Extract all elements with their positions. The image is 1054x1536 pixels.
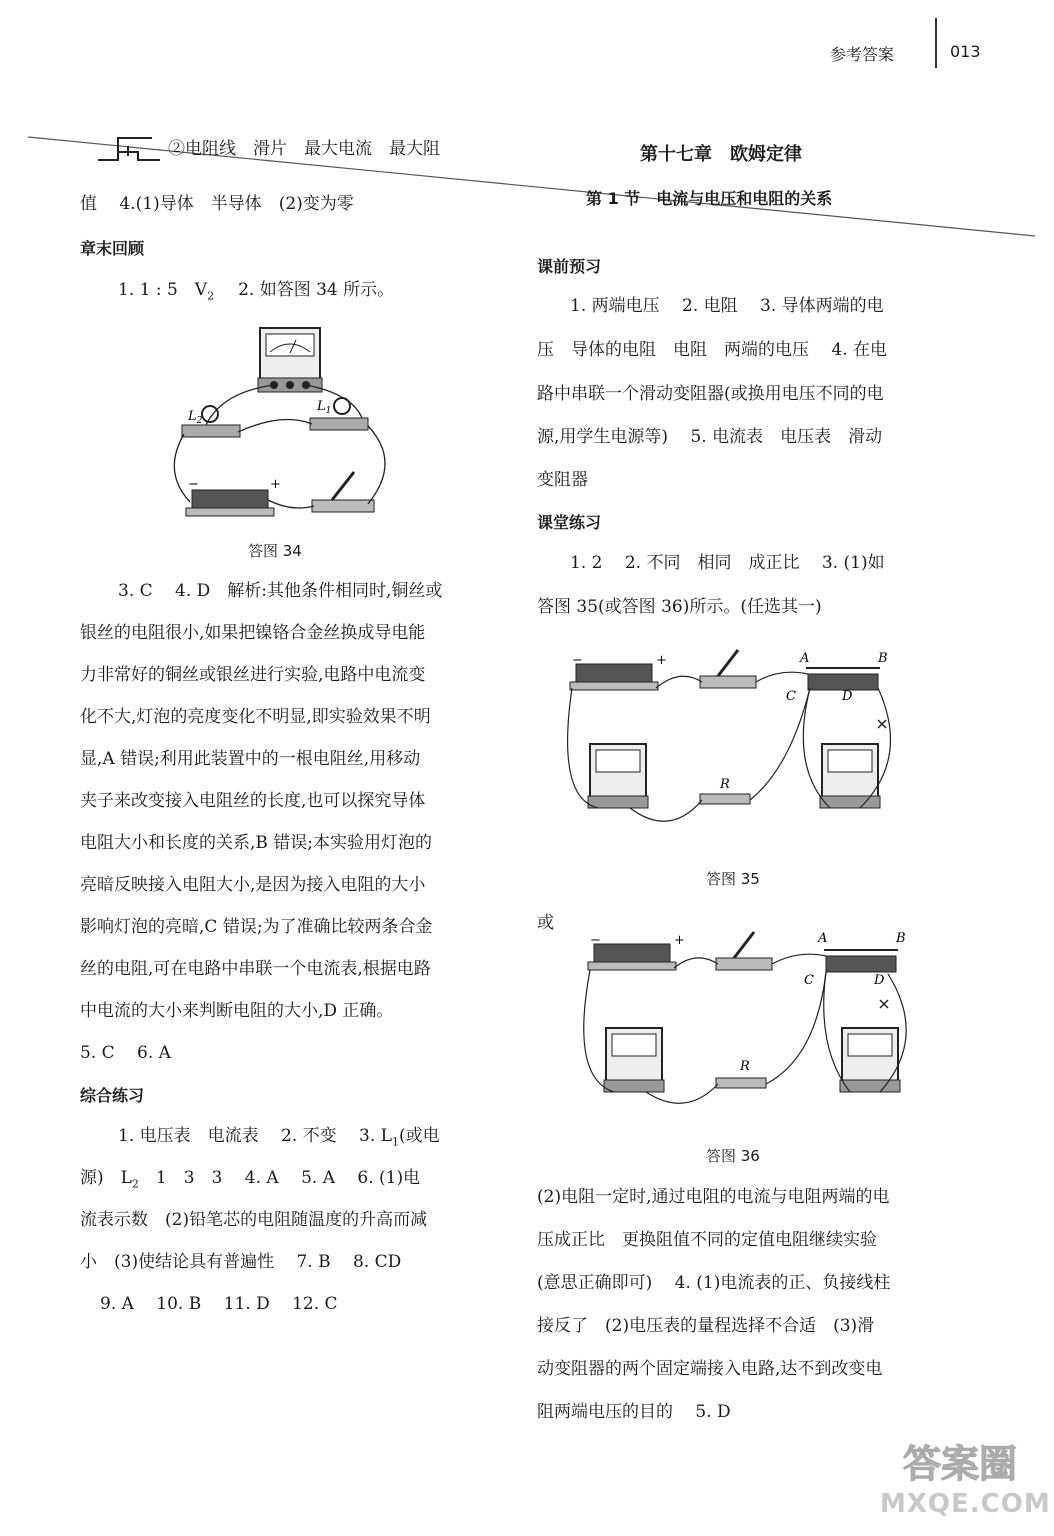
preview-line-3: 路中串联一个滑动变阻器(或换用电压不同的电 (537, 384, 884, 404)
label-R: R (740, 1059, 750, 1074)
battery-minus: − (572, 653, 583, 668)
heading-preview: 课前预习 (537, 257, 602, 276)
resistor-R (700, 794, 750, 804)
battery-plus: + (674, 933, 685, 948)
right-para-line-6: 阻两端电压的目的 5. D (537, 1402, 731, 1422)
review-answer-1b: 2. 如答图 34 所示。 (238, 280, 395, 300)
practice-line-2: 答图 35(或答图 36)所示。(任选其一) (537, 597, 822, 617)
battery (192, 490, 268, 510)
label-B: B (878, 651, 888, 666)
comp-line-2b: 1 3 3 4. A 5. A 6. (1)电 (138, 1168, 421, 1188)
preview-line-4: 源,用学生电源等) 5. 电流表 电压表 滑动 (537, 427, 883, 447)
comp-line-4: 小 (3)使结论具有普遍性 7. B 8. CD (80, 1252, 402, 1272)
resistor-R (716, 1078, 766, 1088)
figure-36-caption: 答图 36 (706, 1147, 760, 1165)
comp-line-2a: 源) L (80, 1168, 132, 1188)
left-para-line-2: 银丝的电阻很小,如果把镍铬合金丝换成导电能 (80, 623, 426, 643)
bulb-L1-base (310, 418, 368, 430)
battery (576, 664, 652, 684)
label-D: D (874, 973, 885, 988)
label-L1: $L_1$ (317, 399, 332, 416)
label-C: C (804, 973, 814, 988)
figure-36 (576, 928, 926, 1118)
review-answer-1a: 1. 1 : 5 V (118, 280, 208, 300)
left-para-line-9: 影响灯泡的亮暗,C 错误;为了准确比较两条合金 (80, 917, 433, 937)
page-number: 013 (950, 42, 981, 61)
figure-34 (162, 322, 412, 532)
rheostat (826, 956, 896, 972)
comp-line-2 (80, 1167, 420, 1195)
section-title: 第 1 节 电流与电压和电阻的关系 (586, 189, 833, 208)
battery-plus: + (656, 653, 667, 668)
heading-comprehensive: 综合练习 (80, 1086, 145, 1105)
rheostat (808, 674, 878, 690)
answers-5-6: 5. C 6. A (80, 1043, 171, 1063)
figure-35-caption: 答图 35 (706, 870, 760, 888)
switch (716, 958, 772, 970)
preview-line-1: 1. 两端电压 2. 电阻 3. 导体两端的电 (570, 296, 884, 316)
comp-line-2-sub: 2 (131, 1177, 139, 1191)
battery-minus: − (188, 477, 199, 492)
review-answer-1 (118, 279, 394, 307)
battery (594, 944, 670, 964)
right-para-line-4: 接反了 (2)电压表的量程选择不合适 (3)滑 (537, 1316, 875, 1336)
label-B: B (896, 931, 906, 946)
left-para-line-5: 显,A 错误;利用此装置中的一根电阻丝,用移动 (80, 749, 421, 769)
label-D: D (842, 689, 853, 704)
label-A: A (818, 931, 828, 946)
practice-line-1: 1. 2 2. 不同 相同 成正比 3. (1)如 (570, 553, 885, 573)
left-para-line-1: 3. C 4. D 解析:其他条件相同时,铜丝或 (118, 581, 443, 601)
left-para-line-6: 夹子来改变接入电阻丝的长度,也可以探究导体 (80, 791, 426, 811)
watermark-logo (880, 1440, 1051, 1528)
label-R: R (720, 777, 730, 792)
left-para-line-10: 丝的电阻,可在电路中串联一个电流表,根据电路 (80, 959, 431, 979)
heading-chapter-review: 章末回顾 (80, 239, 145, 258)
label-C: C (786, 689, 796, 704)
comp-line-1a: 1. 电压表 电流表 2. 不变 3. L (118, 1126, 392, 1146)
preview-line-5: 变阻器 (537, 470, 588, 490)
comp-line-1 (118, 1125, 440, 1153)
label-A: A (800, 651, 810, 666)
right-para-line-2: 压成正比 更换阻值不同的定值电阻继续实验 (537, 1230, 877, 1250)
left-para-line-7: 电阻大小和长度的关系,B 错误;本实验用灯泡的 (80, 833, 433, 853)
battery-plus: + (270, 477, 281, 492)
left-para-line-3: 力非常好的铜丝或银丝进行实验,电路中电流变 (80, 665, 426, 685)
left-line-1: ②电阻线 滑片 最大电流 最大阻 (168, 139, 440, 159)
right-para-line-1: (2)电阻一定时,通过电阻的电流与电阻两端的电 (537, 1187, 890, 1207)
preview-line-2: 压 导体的电阻 电阻 两端的电压 4. 在电 (537, 340, 888, 360)
comp-line-5: 9. A 10. B 11. D 12. C (100, 1294, 338, 1314)
left-para-line-11: 中电流的大小来判断电阻的大小,D 正确。 (80, 1001, 394, 1021)
left-para-line-4: 化不大,灯泡的亮度变化不明显,即实验效果不明 (80, 707, 431, 727)
watermark-url: MXQE.COM (880, 1489, 1051, 1519)
left-para-line-8: 亮暗反映接入电阻大小,是因为接入电阻的大小 (80, 875, 426, 895)
watermark-main: 答案圈 (902, 1442, 1017, 1486)
switch (700, 676, 756, 688)
comp-line-3: 流表示数 (2)铅笔芯的电阻随温度的升高而减 (80, 1210, 428, 1230)
header-section: 参考答案 (830, 45, 895, 64)
or-text: 或 (537, 913, 554, 933)
battery-minus: − (590, 933, 601, 948)
bulb-L2 (202, 406, 218, 422)
comp-line-1-sub: 1 (391, 1135, 399, 1149)
slanted-line (0, 0, 1054, 260)
bulb-L2-base (182, 425, 240, 437)
comp-line-1b: (或电 (398, 1126, 440, 1146)
right-para-line-5: 动变阻器的两个固定端接入电路,达不到改变电 (537, 1359, 883, 1379)
figure-35 (560, 648, 910, 843)
review-answer-1-sub: 2 (207, 289, 215, 303)
switch (312, 500, 374, 512)
chapter-title: 第十七章 欧姆定律 (640, 144, 802, 165)
heading-class-practice: 课堂练习 (537, 513, 602, 532)
label-L2: $L_2$ (188, 409, 203, 426)
right-para-line-3: (意思正确即可) 4. (1)电流表的正、负接线柱 (537, 1273, 891, 1293)
figure-34-caption: 答图 34 (248, 542, 302, 560)
left-line-2: 值 4.(1)导体 半导体 (2)变为零 (80, 194, 354, 214)
